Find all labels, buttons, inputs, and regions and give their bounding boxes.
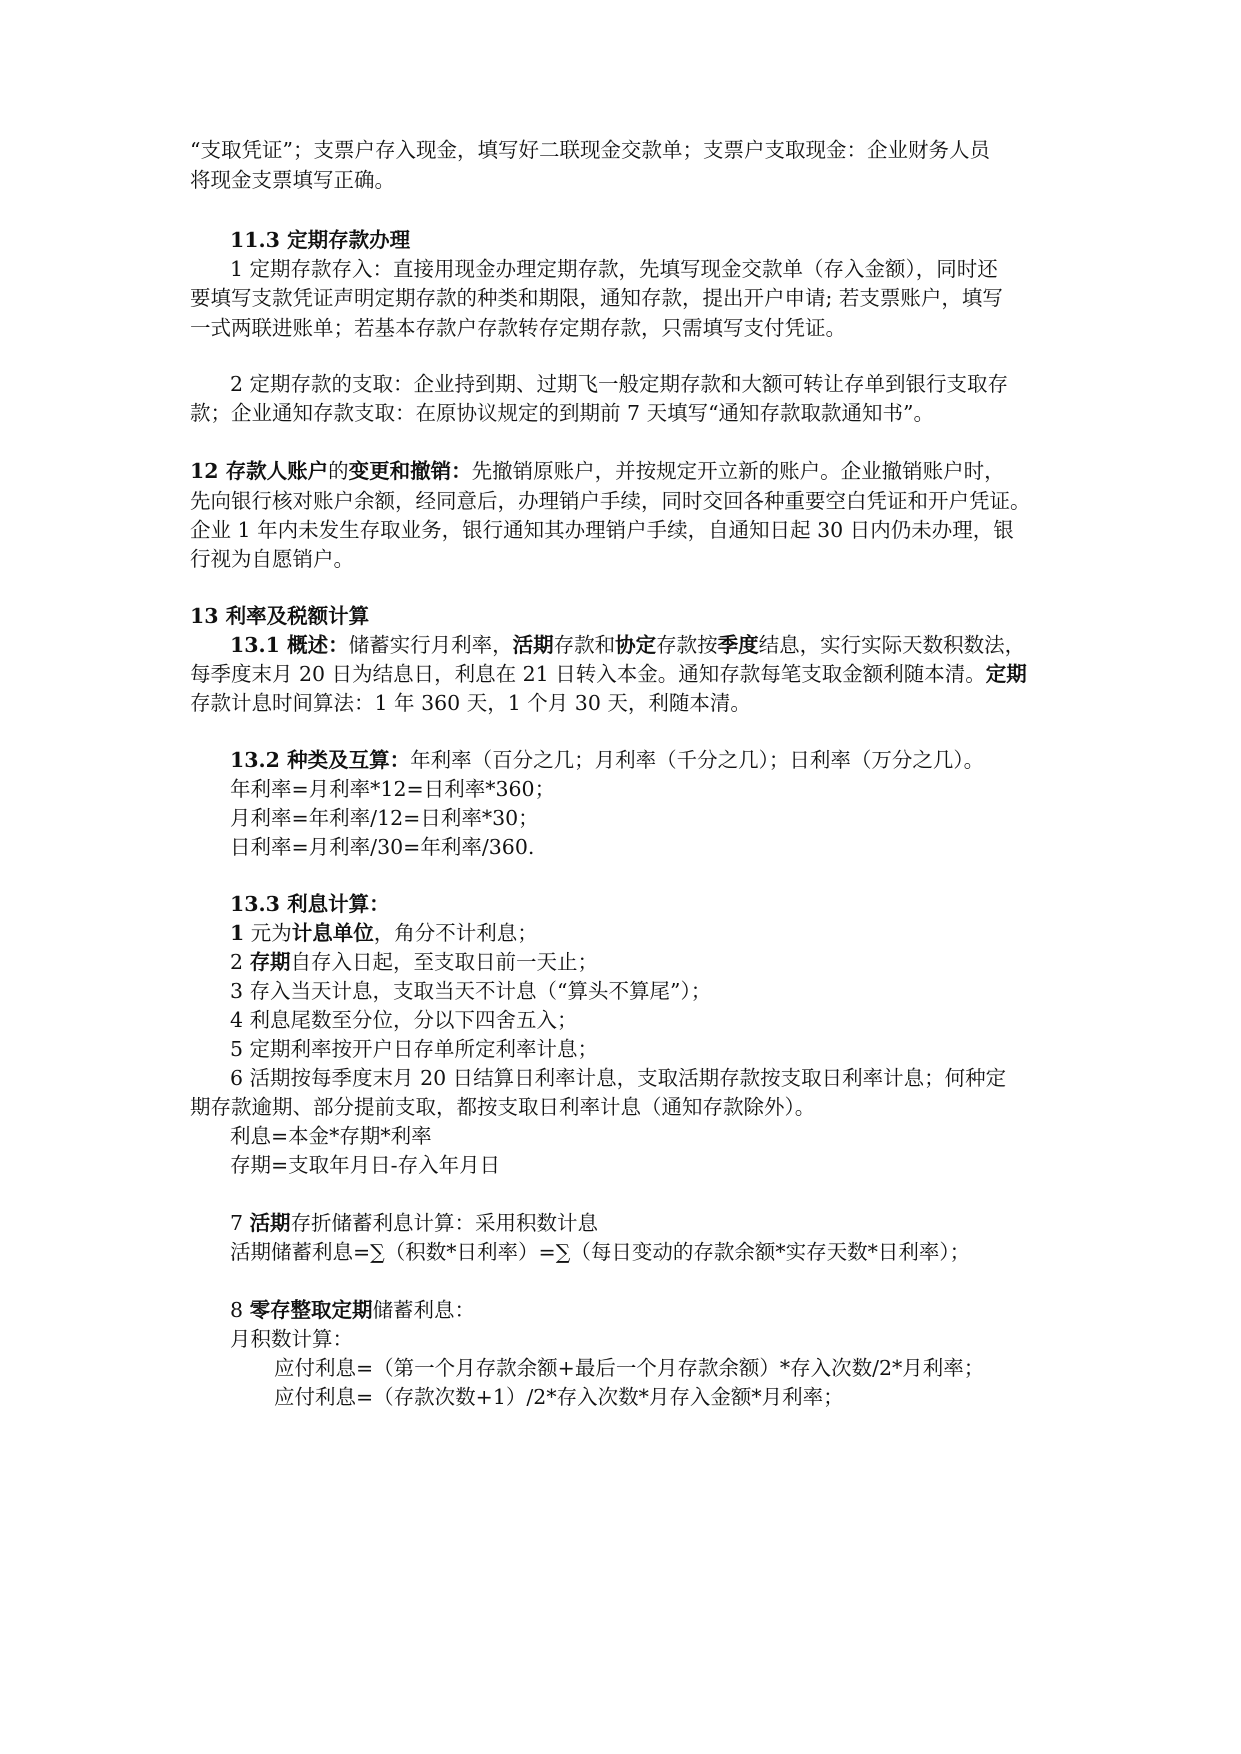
list-item (230, 1209, 598, 1237)
bold-text: 季度 (717, 633, 759, 657)
paragraph-line: 企业 1 年内未发生存取业务，银行通知其办理销户手续，自通知日起 30 日内仍未办理，银 (190, 518, 1014, 542)
section-heading-11-3 (230, 226, 410, 254)
paragraph-line: 一式两联进账单；若基本存款户存款转存定期存款，只需填写支付凭证。 (190, 316, 846, 340)
formula-line: 利息=本金*存期*利率 (230, 1124, 432, 1148)
bold-text: 计息单位 (291, 921, 374, 945)
formula-line: 应付利息=（第一个月存款余额+最后一个月存款余额）*存入次数/2*月利率； (274, 1356, 985, 1380)
paragraph-line: 行视为自愿销户。 (190, 547, 354, 571)
bold-text: 1 (230, 921, 245, 945)
text-run: 2 (230, 950, 250, 974)
paragraph-line: 款；企业通知存款支取：在原协议规定的到期前 7 天填写“通知存款取款通知书”。 (190, 401, 935, 425)
bold-text: 12 存款人账户 (190, 459, 329, 483)
bold-text: 13.1 概述： (230, 633, 349, 657)
bold-text: 定期 (985, 662, 1027, 686)
text-run: 元为 (244, 921, 292, 945)
text-run: 的 (328, 459, 349, 483)
formula-line: 活期储蓄利息=∑（积数*日利率）=∑（每日变动的存款余额*实存天数*日利率）； (230, 1240, 971, 1264)
paragraph-line: 期存款逾期、部分提前支取，都按支取日利率计息（通知存款除外）。 (190, 1095, 816, 1119)
formula-line: 日利率=月利率/30=年利率/360. (230, 835, 535, 859)
section-13-2-line (230, 746, 984, 774)
paragraph-line: 存款计息时间算法：1 年 360 天，1 个月 30 天，利随本清。 (190, 691, 751, 715)
text-run: 8 (230, 1298, 250, 1322)
bold-text: 11.3 定期存款办理 (230, 228, 411, 252)
text-run: 年利率（百分之几；月利率（千分之几）；日利率（万分之几）。 (410, 748, 985, 772)
list-item (230, 948, 598, 976)
list-item (230, 1296, 475, 1324)
section-heading-12 (190, 457, 1005, 485)
text-run: 储蓄利息： (372, 1298, 476, 1322)
text-run: 存折储蓄利息计算：采用积数计息 (290, 1211, 599, 1235)
text-run: 结息，实行实际天数积数法， (758, 633, 1026, 657)
text-run: 每季度末月 20 日为结息日，利息在 21 日转入本金。通知存款每笔支取金额利随本清。 (190, 662, 986, 686)
formula-line: 应付利息=（存款次数+1）/2*存入次数*月存入金额*月利率； (274, 1385, 844, 1409)
paragraph-line (190, 660, 1027, 688)
paragraph-line: 1 定期存款存入：直接用现金办理定期存款，先填写现金交款单（存入金额），同时还 (230, 257, 998, 281)
paragraph-line: 2 定期存款的支取：企业持到期、过期飞一般定期存款和大额可转让存单到银行支取存 (230, 372, 1009, 396)
text-run: ，角分不计利息； (373, 921, 538, 945)
list-item: 3 存入当天计息，支取当天不计息（“算头不算尾”）； (230, 979, 712, 1003)
bold-text: 13.2 种类及互算： (230, 748, 411, 772)
text-run: 先撤销原账户，并按规定开立新的账户。企业撤销账户时， (471, 459, 1005, 483)
formula-line: 月利率=年利率/12=日利率*30； (230, 806, 539, 830)
section-heading-13-3 (230, 890, 390, 918)
paragraph-line: 先向银行核对账户余额，经同意后，办理销户手续，同时交回各种重要空白凭证和开户凭证。 (190, 489, 1031, 513)
text-run: 7 (230, 1211, 250, 1235)
bold-text: 13.3 利息计算： (230, 892, 390, 916)
bold-text: 活期 (512, 633, 554, 657)
text-run: 储蓄实行月利率， (348, 633, 513, 657)
bold-text: 活期 (249, 1211, 291, 1235)
formula-line: 年利率=月利率*12=日利率*360； (230, 777, 556, 801)
paragraph-line: 将现金支票填写正确。 (190, 168, 395, 192)
text-run: 存款按 (656, 633, 718, 657)
bold-text: 13 利率及税额计算 (190, 604, 370, 628)
list-item (230, 919, 538, 947)
text-run: 存款和 (553, 633, 616, 657)
list-item: 6 活期按每季度末月 20 日结算日利率计息，支取活期存款按支取日利率计息；何种定 (230, 1066, 1007, 1090)
bold-text: 变更和撤销： (348, 459, 472, 483)
paragraph-line: 要填写支款凭证声明定期存款的种类和期限，通知存款，提出开户申请; 若支票账户，填写 (190, 286, 1003, 310)
paragraph-line: 月积数计算： (230, 1327, 353, 1351)
paragraph-line: “支取凭证”；支票户存入现金，填写好二联现金交款单；支票户支取现金：企业财务人员 (190, 138, 990, 162)
text-run: 自存入日起，至支取日前一天止； (290, 950, 599, 974)
formula-line: 存期=支取年月日-存入年月日 (230, 1153, 501, 1177)
section-heading-13 (190, 602, 369, 630)
list-item: 5 定期利率按开户日存单所定利率计息； (230, 1037, 599, 1061)
list-item: 4 利息尾数至分位，分以下四舍五入； (230, 1008, 578, 1032)
bold-text: 存期 (249, 950, 291, 974)
section-13-1-line (230, 631, 1025, 659)
bold-text: 协定 (615, 633, 657, 657)
bold-text: 零存整取定期 (249, 1298, 373, 1322)
